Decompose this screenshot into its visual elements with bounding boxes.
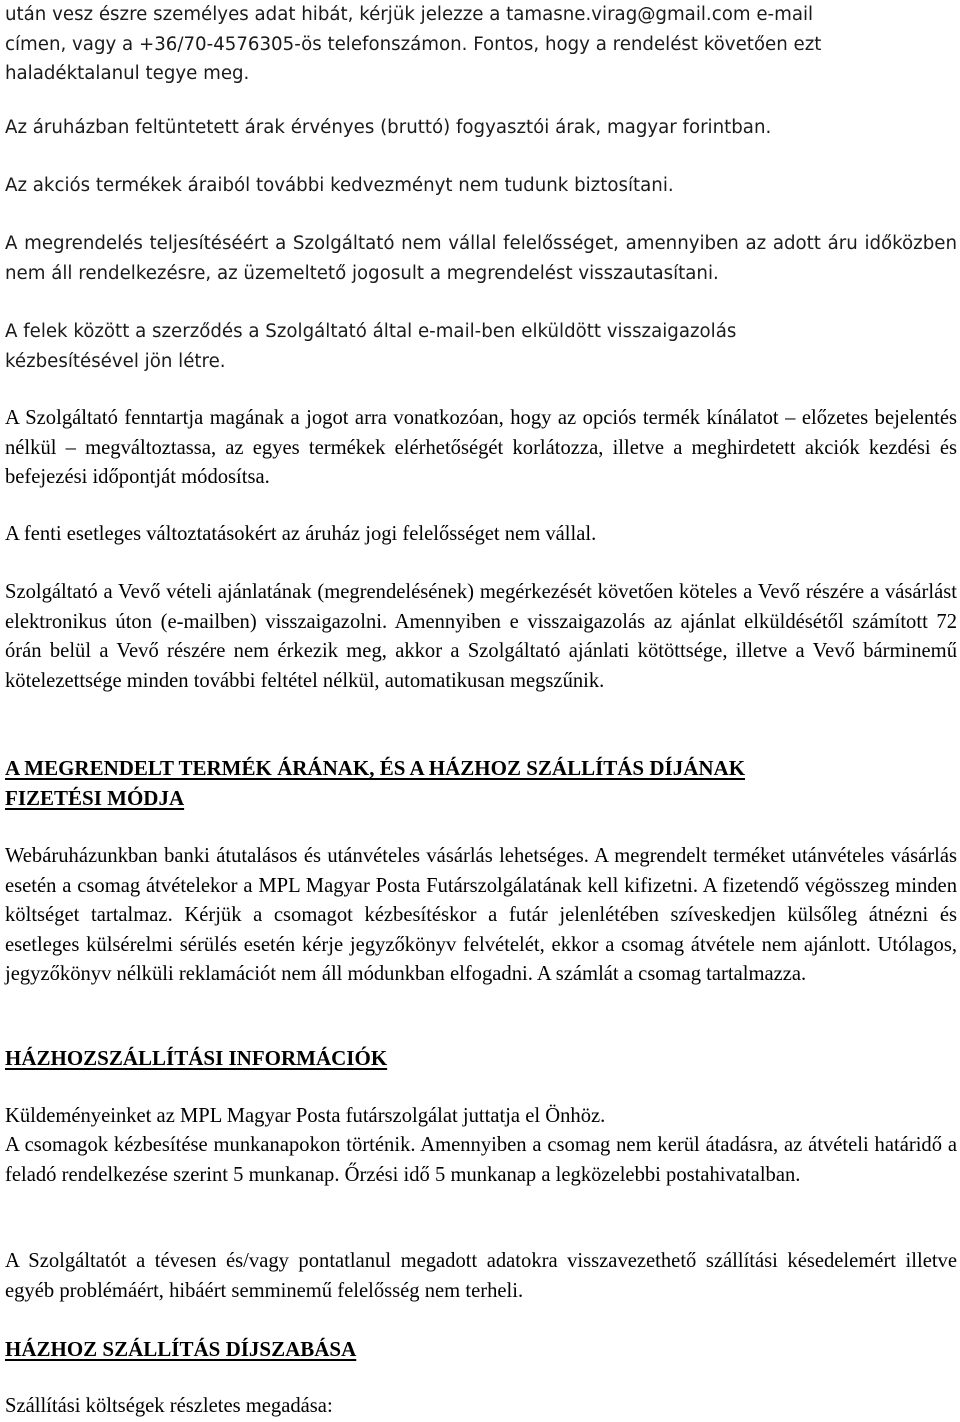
intro-line-2: címen, vagy a +36/70-4576305-ös telefonszámon. Fontos, hogy a rendelést követően ezt	[5, 33, 822, 55]
discount-paragraph: Az akciós termékek áraiból további kedvezményt nem tudunk biztosítani.	[5, 175, 674, 196]
fees-heading: HÁZHOZ SZÁLLÍTÁS DÍJSZABÁSA	[5, 1337, 357, 1361]
delivery-liability-paragraph: A Szolgáltatót a tévesen és/vagy pontatlanul megadott adatokra visszavezethető szállítási késedelemért illetve egyéb problémáért, hibáért semminemű felelősség nem terheli.	[5, 1250, 957, 1302]
intro-paragraph	[5, 0, 957, 89]
payment-heading	[5, 753, 957, 813]
intro-line-1: után vesz észre személyes adat hibát, kérjük jelezze a tamasne.virag@gmail.com e-mail	[5, 4, 814, 25]
delivery-paragraph: A csomagok kézbesítése munkanapokon történik. Amennyiben a csomag nem kerül átadásra, az átvételi határidő a feladó rendelkezése szerint 5 munkanap. Őrzési idő 5 munkanap a legközelebbi postahivatalban.	[5, 1134, 957, 1186]
delivery-line-1: Küldeményeinket az MPL Magyar Posta futárszolgálat juttatja el Önhöz.	[5, 1105, 606, 1127]
payment-heading-line-1: A MEGRENDELT TERMÉK ÁRÁNAK, ÉS A HÁZHOZ SZÁLLÍTÁS DÍJÁNAK	[5, 756, 746, 780]
reserve-paragraph: A Szolgáltató fenntartja magának a jogot arra vonatkozóan, hogy az opciós termék kínálatot – előzetes bejelentés nélkül – megváltoztassa, az egyes termékek elérhetőségét korlátozza, illetve a meghirdetett akciók kezdési és befejezési időpontját módosítsa.	[5, 407, 957, 488]
payment-paragraph: Webáruházunkban banki átutalásos és utánvételes vásárlás lehetséges. A megrendelt terméket utánvételes vásárlás esetén a csomag átvételekor a MPL Magyar Posta Futárszolgálatának kell kifizetni. A fizetendő végösszeg minden költséget tartalmaz. Kérjük a csomagot kézbesítéskor a futár jelenlétében szíveskedjen külsőleg átnézni és esetleges külsérelmi sérülés esetén kérje jegyzőkönyv felvételét, ekkor a csomag átvétele nem ajánlott. Utólagos, jegyzőkönyv nélküli reklamációt nem áll módunkban elfogadni. A számlát a csomag tartalmazza.	[5, 845, 957, 985]
payment-heading-line-2: FIZETÉSI MÓDJA	[5, 786, 185, 810]
liability-paragraph: A megrendelés teljesítéséért a Szolgáltató nem vállal felelősséget, amennyiben az adott áru időközben nem áll rendelkezésre, az üzemeltető jogosult a megrendelést visszautasítani.	[5, 233, 957, 284]
delivery-heading: HÁZHOZSZÁLLÍTÁSI INFORMÁCIÓK	[5, 1046, 388, 1070]
changes-paragraph: A fenti esetleges változtatásokért az áruház jogi felelősséget nem vállal.	[5, 523, 597, 545]
prices-paragraph: Az áruházban feltüntetett árak érvényes (bruttó) fogyasztói árak, magyar forintban.	[5, 117, 772, 138]
intro-line-3: haladéktalanul tegye meg.	[5, 63, 250, 84]
confirmation-paragraph: Szolgáltató a Vevő vételi ajánlatának (megrendelésének) megérkezését követően köteles a Vevő részére a vásárlást elektronikus úton (e-mailben) visszaigazolni. Amennyiben e visszaigazolás az ajánlat elküldésétől számított 72 órán belül a Vevő részére nem érkezik meg, akkor a Szolgáltató ajánlati kötöttsége, illetve a Vevő bárminemű kötelezettsége minden további feltétel nélkül, automatikusan megszűnik.	[5, 581, 957, 692]
fees-intro: Szállítási költségek részletes megadása:	[5, 1395, 333, 1417]
contract-paragraph: A felek között a szerződés a Szolgáltató által e-mail-ben elküldött visszaigazolás kézbesítésével jön létre.	[5, 321, 737, 372]
